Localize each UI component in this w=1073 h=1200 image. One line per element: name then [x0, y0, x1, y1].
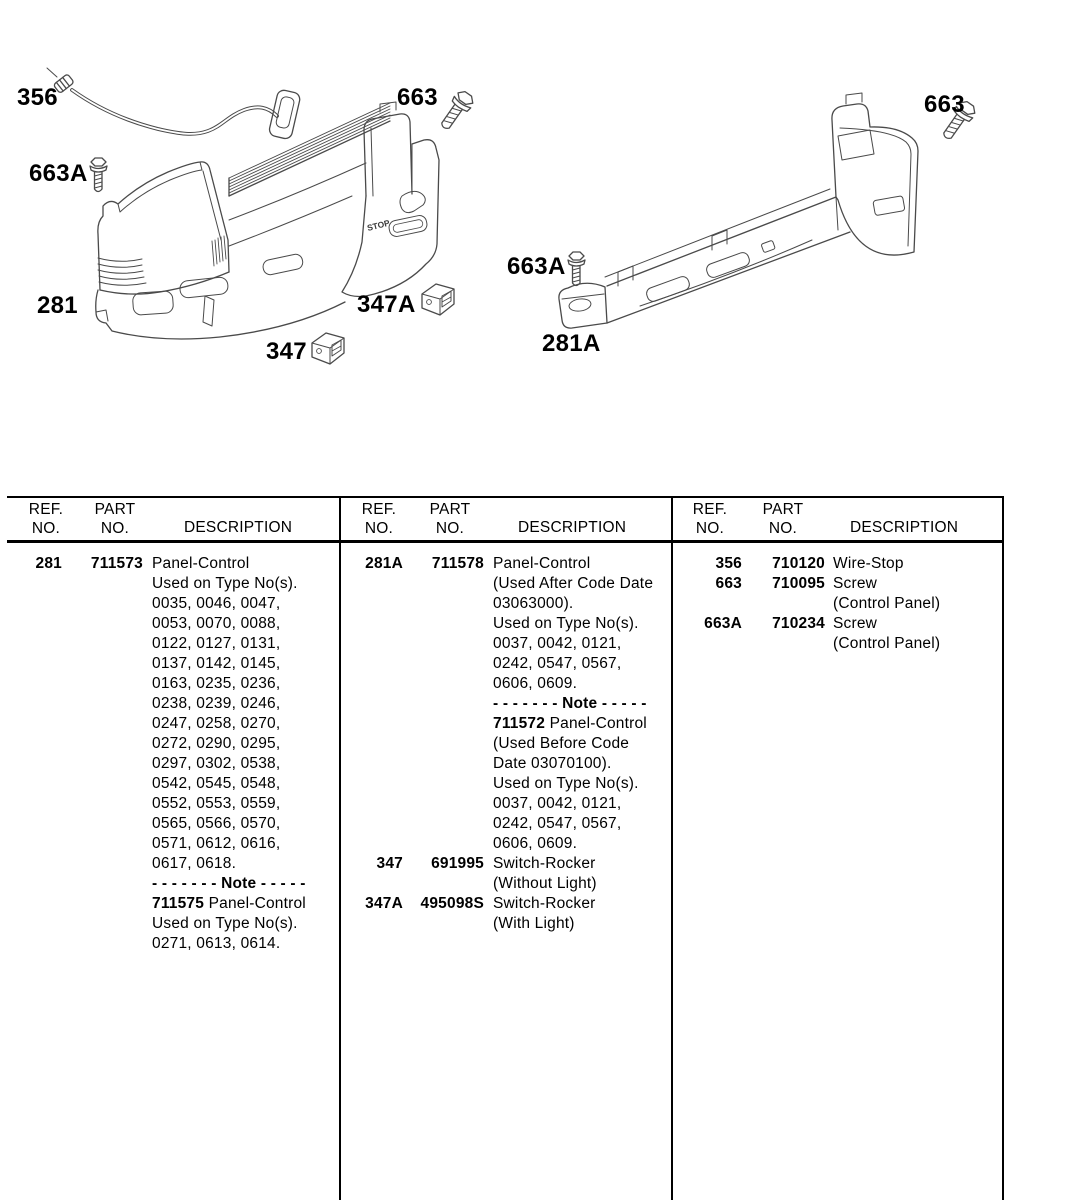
description-line: 0552, 0553, 0559, [152, 795, 281, 812]
part-no-cell: 711573 [90, 555, 143, 572]
description-line: Switch-Rocker [493, 895, 596, 912]
callout-356: 356 [17, 84, 58, 111]
description-line: 711572 Panel-Control [493, 715, 647, 732]
callout-663-left: 663 [397, 84, 438, 111]
ref-no-cell: 347 [376, 855, 403, 872]
description-line: (Without Light) [493, 875, 597, 892]
description-line: Date 03070100). [493, 755, 612, 772]
parts-row [0, 554, 338, 954]
description-line: 0242, 0547, 0567, [493, 655, 622, 672]
part-no-cell: 710120 [772, 555, 825, 572]
description-line: 0137, 0142, 0145, [152, 655, 281, 672]
header-description-col2: DESCRIPTION [518, 519, 627, 536]
parts-row [341, 854, 670, 894]
description-line: 0272, 0290, 0295, [152, 735, 281, 752]
description-cell [484, 894, 670, 934]
description-line: (Control Panel) [833, 595, 941, 612]
part-no-cell: 711578 [431, 555, 484, 572]
parts-row [672, 554, 1001, 574]
header-part-no-col2: PART NO. [429, 501, 471, 537]
description-line: 0617, 0618. [152, 855, 237, 872]
header-ref-no-col3: REF. NO. [692, 501, 728, 537]
header-ref-no-col2: REF. NO. [361, 501, 397, 537]
ref-no-cell: 356 [715, 555, 742, 572]
table-column-1 [0, 554, 338, 954]
description-cell [825, 574, 1001, 614]
description-line: (With Light) [493, 915, 575, 932]
description-line: 0053, 0070, 0088, [152, 615, 281, 632]
description-line: 0238, 0239, 0246, [152, 695, 281, 712]
description-line: Screw [833, 615, 878, 632]
description-cell [484, 854, 670, 894]
description-cell [825, 614, 1001, 654]
description-line: 0606, 0609. [493, 835, 578, 852]
description-line: 0606, 0609. [493, 675, 578, 692]
description-line: (Used After Code Date [493, 575, 654, 592]
description-line: Wire-Stop [833, 555, 904, 572]
table-column-3 [672, 554, 1001, 654]
part-no-cell: 710095 [772, 575, 825, 592]
description-line: 0163, 0235, 0236, [152, 675, 281, 692]
description-line: Panel-Control [152, 555, 250, 572]
ref-no-cell: 347A [365, 895, 403, 912]
description-line: Used on Type No(s). [152, 915, 298, 932]
description-line: - - - - - - - Note - - - - - [152, 875, 306, 892]
callout-663-right: 663 [924, 91, 965, 118]
part-no-cell: 710234 [772, 615, 825, 632]
description-line: 0037, 0042, 0121, [493, 795, 622, 812]
description-line: Switch-Rocker [493, 855, 596, 872]
callout-663A-left: 663A [29, 160, 88, 187]
description-line: Used on Type No(s). [493, 775, 639, 792]
description-line: (Used Before Code [493, 735, 630, 752]
description-line: 0565, 0566, 0570, [152, 815, 281, 832]
description-line: 0035, 0046, 0047, [152, 595, 281, 612]
description-line: 0247, 0258, 0270, [152, 715, 281, 732]
ref-no-cell: 281A [365, 555, 403, 572]
ref-no-cell: 663A [704, 615, 742, 632]
description-line: Screw [833, 575, 878, 592]
description-line: 0271, 0613, 0614. [152, 935, 281, 952]
description-cell [825, 554, 1001, 574]
parts-row [341, 894, 670, 934]
description-line: Used on Type No(s). [493, 615, 639, 632]
part-no-cell: 495098S [420, 895, 484, 912]
stop-text-on-panel: STOP [366, 217, 391, 233]
header-description-col1: DESCRIPTION [184, 519, 293, 536]
description-line: Panel-Control [493, 555, 591, 572]
parts-row [341, 554, 670, 854]
description-line: 0542, 0545, 0548, [152, 775, 281, 792]
header-description-col3: DESCRIPTION [850, 519, 959, 536]
parts-row [672, 574, 1001, 614]
description-line: 03063000). [493, 595, 574, 612]
callout-281A: 281A [542, 330, 601, 357]
header-part-no-col3: PART NO. [762, 501, 804, 537]
header-part-no-col1: PART NO. [94, 501, 136, 537]
description-cell [484, 554, 670, 854]
ref-no-cell: 281 [35, 555, 62, 572]
parts-row [672, 614, 1001, 654]
table-header-rule [7, 540, 1003, 543]
description-line: 0571, 0612, 0616, [152, 835, 281, 852]
callout-347A: 347A [357, 291, 416, 318]
table-right-border [1002, 496, 1004, 1200]
ref-no-cell: 663 [715, 575, 742, 592]
table-top-rule [7, 496, 1003, 498]
description-line: 0242, 0547, 0567, [493, 815, 622, 832]
header-ref-no-col1: REF. NO. [28, 501, 64, 537]
description-line: 0297, 0302, 0538, [152, 755, 281, 772]
table-column-2 [341, 554, 670, 934]
description-line: 0122, 0127, 0131, [152, 635, 281, 652]
description-line: 711575 Panel-Control [152, 895, 306, 912]
callout-663A-right: 663A [507, 253, 566, 280]
description-line: - - - - - - - Note - - - - - [493, 695, 647, 712]
callout-347: 347 [266, 338, 307, 365]
description-line: (Control Panel) [833, 635, 941, 652]
part-no-cell: 691995 [431, 855, 484, 872]
description-cell [143, 554, 338, 954]
callout-281: 281 [37, 292, 78, 319]
description-line: Used on Type No(s). [152, 575, 298, 592]
description-line: 0037, 0042, 0121, [493, 635, 622, 652]
